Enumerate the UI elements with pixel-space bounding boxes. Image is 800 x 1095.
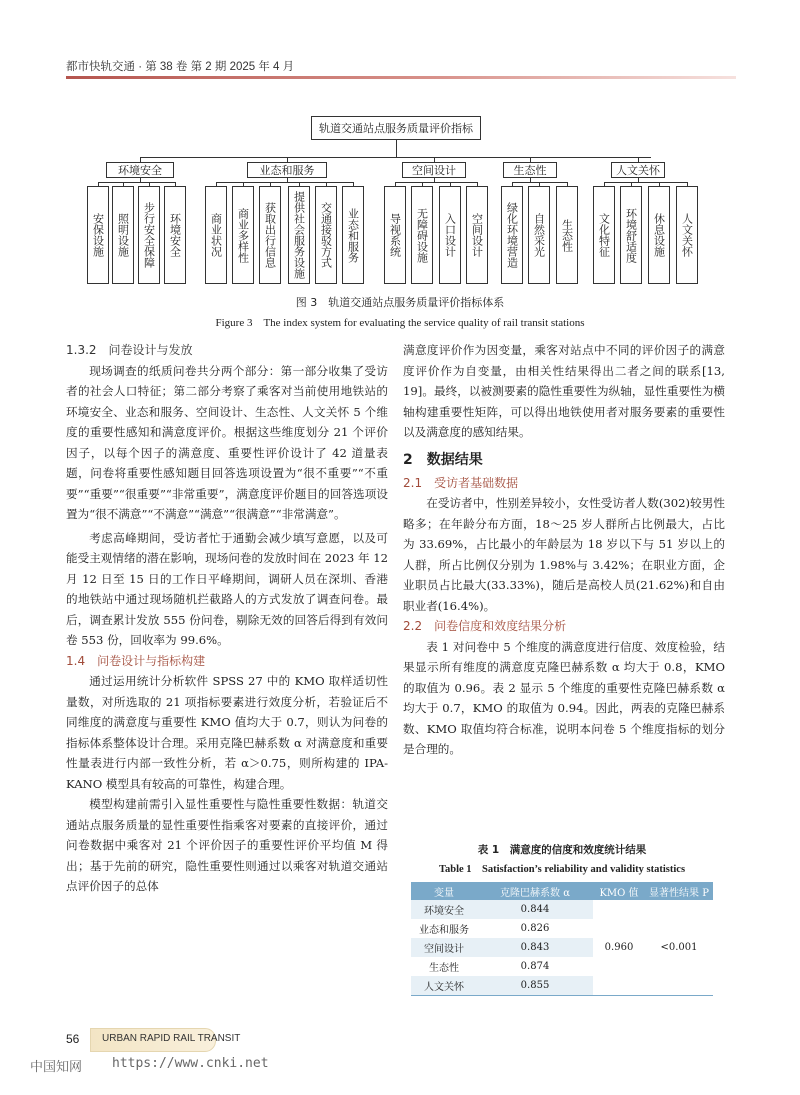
table-1 (402, 842, 722, 996)
table-cell-alpha: 0.843 (477, 938, 593, 957)
section-2-1-title: 2.1 受访者基础数据 (403, 475, 519, 490)
diagram-group-box: 环境安全 (106, 162, 174, 178)
page-number: 56 (66, 1032, 80, 1046)
table-header: 克隆巴赫系数 α (477, 882, 593, 900)
diagram-leaf-box: 文化特征 (593, 186, 615, 284)
table-title-cn: 表 1 满意度的信度和效度统计结果 (477, 844, 647, 856)
table-cell-p: <0.001 (645, 900, 713, 996)
diagram-leaf-box: 生态性 (556, 186, 578, 284)
cnki-logo-text: 中国知网 (30, 1060, 83, 1075)
table-title-en: Table 1 Satisfaction’s reliability and validity statistics (438, 864, 686, 875)
diagram-leaf-box: 商业多样性 (232, 186, 254, 284)
section-1-3-2-title: 1.3.2 问卷设计与发放 (66, 343, 193, 357)
figure-caption-cn: 图 3 轨道交通站点服务质量评价指标体系 (295, 296, 505, 309)
paragraph: 表 1 对问卷中 5 个维度的满意度进行信度、效度检验，结果显示所有维度的满意度克隆巴赫系数 α 均大于 0.8，KMO 的取值为 0.96。表 2 显示 5 个维度的重要性克隆巴赫系数 α 均大于 0.7，KMO 的取值为 0.94。因此，两表的克隆巴赫系数、KMO 取值均符合标准，说明本问卷 5 个维度指标的划分是合理的。 (403, 639, 725, 756)
table-cell-variable: 空间设计 (411, 938, 477, 957)
satisfaction-table (411, 882, 713, 996)
table-header: 变量 (411, 882, 477, 900)
section-2-title: 2 数据结果 (403, 451, 483, 468)
paragraph: 考虑高峰期间，受访者忙于通勤会减少填写意愿，以及可能受主观情绪的潜在影响，现场问卷的发放时间在 2023 年 12 月 12 日至 15 日的工作日平峰期间，调研人员在深圳、香港的地铁站中通过现场随机拦截路人的方式发放了调查问卷。最后，调查累计发放 555 份问卷，剔除无效的回答后得到有效问卷 553 份，回收率为 99.6%。 (66, 530, 388, 647)
table-cell-alpha: 0.826 (520, 923, 550, 934)
table-header: 显著性结果 P (645, 882, 713, 900)
diagram-group-box: 人文关怀 (611, 162, 665, 178)
diagram-group-box: 生态性 (503, 162, 557, 178)
diagram-leaf-box: 获取出行信息 (259, 186, 281, 284)
paragraph: 通过运用统计分析软件 SPSS 27 中的 KMO 取样适切性量数，对所选取的 21 项指标要素进行效度分析，若验证后不同维度的满意度与重要性 KMO 值均大于 0.7，则认为问卷的指标体系整体设计合理。采用克隆巴赫系数 α 对满意度和重要性量表进行内部一致性分析，若 α＞0.75，则所构建的 IPA-KANO 模型具有较高的可靠性，构建合理。 (66, 674, 388, 791)
diagram-group-box: 空间设计 (402, 162, 466, 178)
table-cell-variable: 业态和服务 (419, 925, 469, 936)
diagram-leaf-box: 环境舒适度 (620, 186, 642, 284)
cnki-url: https://www.cnki.net (112, 1056, 269, 1071)
diagram-leaf-box: 空间设计 (466, 186, 488, 284)
header-divider (66, 76, 736, 79)
diagram-leaf-box: 提供社会服务设施 (288, 186, 310, 284)
journal-header: 都市快轨交通 · 第 38 卷 第 2 期 2025 年 4 月 (66, 61, 295, 73)
table-cell-alpha: 0.844 (477, 900, 593, 919)
diagram-leaf-box: 交通接驳方式 (315, 186, 337, 284)
diagram-leaf-box: 自然采光 (528, 186, 550, 284)
diagram-leaf-box: 导视系统 (384, 186, 406, 284)
diagram-leaf-box: 人文关怀 (676, 186, 698, 284)
diagram-leaf-box: 休息设施 (648, 186, 670, 284)
diagram-leaf-box: 无障碍设施 (411, 186, 433, 284)
paragraph: 满意度评价作为因变量，乘客对站点中不同的评价因子的满意度评价作为自变量，由相关性结果得出二者之间的联系[13, 19]。最终，以被测要素的隐性重要性为纵轴，显性重要性为横轴构建重要性矩阵，可以得出地铁使用者对服务要素的重要性以及满意度的感知结果。 (403, 343, 725, 439)
table-cell-kmo: 0.960 (593, 900, 645, 996)
diagram-leaf-box: 步行安全保障 (138, 186, 160, 284)
table-cell-variable: 生态性 (429, 963, 459, 974)
diagram-leaf-box: 照明设施 (112, 186, 134, 284)
paragraph: 在受访者中，性别差异较小，女性受访者人数(302)较男性略多；在年龄分布方面，18～25 岁人群所占比例最大，占比为 33.69%，占比最小的年龄层为 18 岁以下与 51 岁以上的人群，所占比例仅分别为 1.98%与 3.42%；在职业方面，企业职员占比最大(33.33%)，随后是高校人员(21.62%)和自由职业者(16.4%)。 (403, 496, 725, 613)
diagram-group-box: 业态和服务 (247, 162, 327, 178)
diagram-root: 轨道交通站点服务质量评价指标 (311, 116, 481, 140)
table-cell-alpha: 0.855 (477, 976, 593, 996)
right-column (403, 340, 725, 760)
section-1-4-title: 1.4 问卷设计与指标构建 (66, 653, 206, 668)
figure-caption-en: Figure 3 The index system for evaluating the service quality of rail transit stations (215, 317, 585, 329)
diagram-leaf-box: 绿化环境营造 (501, 186, 523, 284)
paragraph: 模型构建前需引入显性重要性与隐性重要性数据：轨道交通站点服务质量的显性重要性指乘客对要素的直接评价，通过问卷数据中乘客对 21 个评价因子的重要性评价平均值 M 得出；基于先前的研究，隐性重要性则通过以乘客对轨道交通站点评价因子的总体 (66, 797, 388, 893)
table-cell-variable: 环境安全 (411, 900, 477, 919)
diagram-leaf-box: 入口设计 (439, 186, 461, 284)
section-2-2-title: 2.2 问卷信度和效度结果分析 (403, 619, 567, 633)
table-cell-variable: 人文关怀 (411, 976, 477, 996)
paragraph: 现场调查的纸质问卷共分两个部分：第一部分收集了受访者的社会人口特征；第二部分考察了乘客对当前使用地铁站的环境安全、业态和服务、空间设计、生态性、人文关怀 5 个维度的重要性感知和满意度评价。根据这些维度划分 21 个评价因子，以每个因子的满意度、重要性评价设计了 42 道量表题，问卷将重要性感知题目回答选项设置为“很不重要”“不重要”“重要”“很重要”“非常重要”，满意度评价题目的回答选项设置为“很不满意”“不满意”“满意”“很满意”“非常满意”。 (66, 363, 388, 521)
diagram-leaf-box: 环境安全 (164, 186, 186, 284)
table-cell-alpha: 0.874 (520, 961, 550, 972)
diagram-leaf-box: 业态和服务 (342, 186, 364, 284)
left-column (66, 340, 388, 897)
table-row (411, 900, 713, 919)
footer-journal: URBAN RAPID RAIL TRANSIT (102, 1033, 241, 1044)
diagram-leaf-box: 商业状况 (205, 186, 227, 284)
table-header: KMO 值 (593, 882, 645, 900)
diagram-leaf-box: 安保设施 (87, 186, 109, 284)
